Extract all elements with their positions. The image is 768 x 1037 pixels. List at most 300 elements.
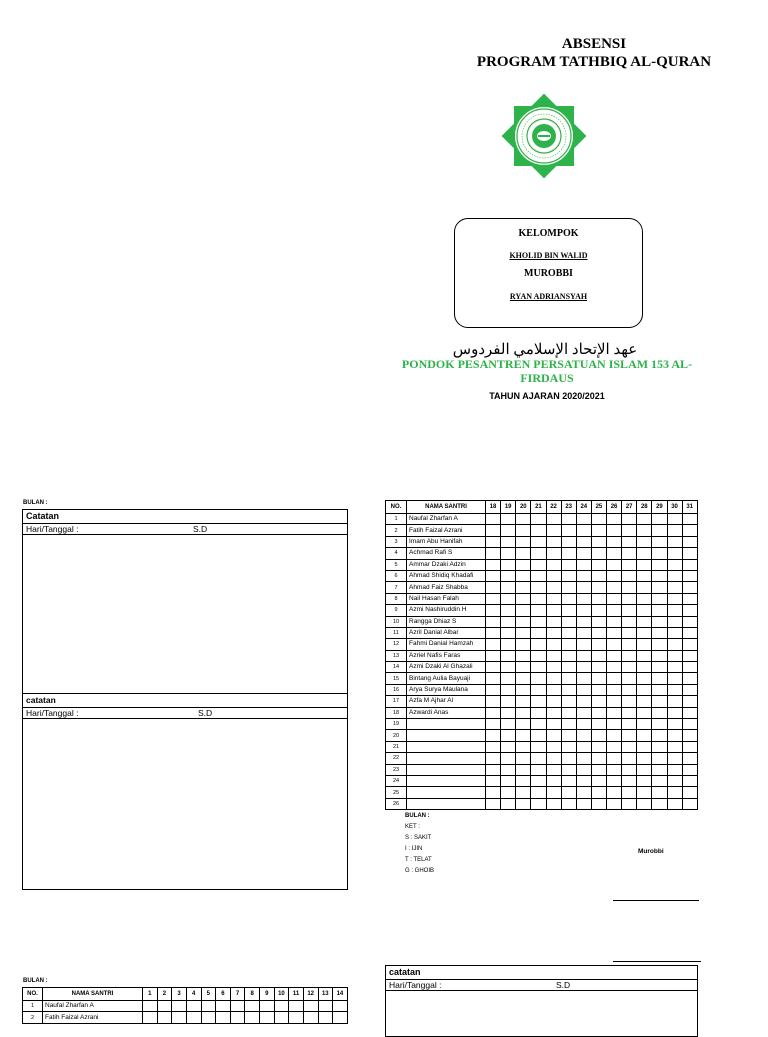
attendance-cell[interactable] xyxy=(622,559,637,570)
attendance-cell[interactable] xyxy=(591,753,606,764)
attendance-cell[interactable] xyxy=(622,662,637,673)
attendance-cell[interactable] xyxy=(682,662,697,673)
attendance-cell[interactable] xyxy=(516,662,531,673)
attendance-cell[interactable] xyxy=(591,798,606,809)
attendance-cell[interactable] xyxy=(318,1012,333,1023)
attendance-cell[interactable] xyxy=(289,1012,304,1023)
attendance-cell[interactable] xyxy=(637,514,652,525)
attendance-cell[interactable] xyxy=(622,650,637,661)
attendance-cell[interactable] xyxy=(546,753,561,764)
attendance-cell[interactable] xyxy=(637,605,652,616)
attendance-cell[interactable] xyxy=(531,719,546,730)
attendance-cell[interactable] xyxy=(531,559,546,570)
attendance-cell[interactable] xyxy=(637,570,652,581)
attendance-cell[interactable] xyxy=(622,593,637,604)
attendance-cell[interactable] xyxy=(576,559,591,570)
attendance-cell[interactable] xyxy=(501,605,516,616)
attendance-cell[interactable] xyxy=(622,684,637,695)
attendance-cell[interactable] xyxy=(516,673,531,684)
attendance-cell[interactable] xyxy=(486,787,501,798)
attendance-cell[interactable] xyxy=(516,707,531,718)
attendance-cell[interactable] xyxy=(607,605,622,616)
attendance-cell[interactable] xyxy=(667,673,682,684)
attendance-cell[interactable] xyxy=(682,570,697,581)
attendance-cell[interactable] xyxy=(501,514,516,525)
attendance-cell[interactable] xyxy=(486,627,501,638)
attendance-cell[interactable] xyxy=(561,593,576,604)
attendance-cell[interactable] xyxy=(622,719,637,730)
attendance-cell[interactable] xyxy=(682,764,697,775)
attendance-cell[interactable] xyxy=(546,684,561,695)
attendance-cell[interactable] xyxy=(546,514,561,525)
attendance-cell[interactable] xyxy=(486,548,501,559)
attendance-cell[interactable] xyxy=(576,684,591,695)
attendance-cell[interactable] xyxy=(622,605,637,616)
attendance-cell[interactable] xyxy=(516,753,531,764)
attendance-cell[interactable] xyxy=(652,798,667,809)
attendance-cell[interactable] xyxy=(682,536,697,547)
attendance-cell[interactable] xyxy=(667,684,682,695)
attendance-cell[interactable] xyxy=(576,548,591,559)
attendance-cell[interactable] xyxy=(682,696,697,707)
attendance-cell[interactable] xyxy=(682,525,697,536)
attendance-cell[interactable] xyxy=(667,570,682,581)
attendance-cell[interactable] xyxy=(682,616,697,627)
attendance-cell[interactable] xyxy=(591,627,606,638)
attendance-cell[interactable] xyxy=(501,696,516,707)
attendance-cell[interactable] xyxy=(186,1001,201,1012)
attendance-cell[interactable] xyxy=(143,1012,158,1023)
attendance-cell[interactable] xyxy=(531,753,546,764)
attendance-cell[interactable] xyxy=(637,582,652,593)
attendance-cell[interactable] xyxy=(622,775,637,786)
attendance-cell[interactable] xyxy=(667,514,682,525)
attendance-cell[interactable] xyxy=(667,536,682,547)
attendance-cell[interactable] xyxy=(561,536,576,547)
attendance-cell[interactable] xyxy=(186,1012,201,1023)
attendance-cell[interactable] xyxy=(576,536,591,547)
attendance-cell[interactable] xyxy=(591,593,606,604)
attendance-cell[interactable] xyxy=(576,798,591,809)
attendance-cell[interactable] xyxy=(516,639,531,650)
attendance-cell[interactable] xyxy=(561,730,576,741)
attendance-cell[interactable] xyxy=(576,593,591,604)
attendance-cell[interactable] xyxy=(667,650,682,661)
attendance-cell[interactable] xyxy=(561,741,576,752)
attendance-cell[interactable] xyxy=(667,775,682,786)
attendance-cell[interactable] xyxy=(637,559,652,570)
attendance-cell[interactable] xyxy=(682,514,697,525)
attendance-cell[interactable] xyxy=(274,1012,289,1023)
attendance-cell[interactable] xyxy=(486,673,501,684)
attendance-cell[interactable] xyxy=(157,1012,172,1023)
attendance-cell[interactable] xyxy=(486,536,501,547)
attendance-cell[interactable] xyxy=(516,593,531,604)
attendance-cell[interactable] xyxy=(516,775,531,786)
attendance-cell[interactable] xyxy=(531,798,546,809)
attendance-cell[interactable] xyxy=(637,696,652,707)
attendance-cell[interactable] xyxy=(667,605,682,616)
attendance-cell[interactable] xyxy=(576,639,591,650)
attendance-cell[interactable] xyxy=(516,798,531,809)
attendance-cell[interactable] xyxy=(667,548,682,559)
attendance-cell[interactable] xyxy=(546,741,561,752)
attendance-cell[interactable] xyxy=(546,559,561,570)
attendance-cell[interactable] xyxy=(531,650,546,661)
attendance-cell[interactable] xyxy=(576,719,591,730)
attendance-cell[interactable] xyxy=(591,570,606,581)
attendance-cell[interactable] xyxy=(561,707,576,718)
attendance-cell[interactable] xyxy=(607,650,622,661)
attendance-cell[interactable] xyxy=(637,730,652,741)
attendance-cell[interactable] xyxy=(546,616,561,627)
attendance-cell[interactable] xyxy=(667,582,682,593)
attendance-cell[interactable] xyxy=(501,707,516,718)
attendance-cell[interactable] xyxy=(501,719,516,730)
attendance-cell[interactable] xyxy=(516,616,531,627)
attendance-cell[interactable] xyxy=(576,696,591,707)
attendance-cell[interactable] xyxy=(546,696,561,707)
attendance-cell[interactable] xyxy=(501,650,516,661)
attendance-cell[interactable] xyxy=(637,741,652,752)
attendance-cell[interactable] xyxy=(531,639,546,650)
attendance-cell[interactable] xyxy=(576,662,591,673)
attendance-cell[interactable] xyxy=(682,605,697,616)
attendance-cell[interactable] xyxy=(486,650,501,661)
attendance-cell[interactable] xyxy=(682,559,697,570)
attendance-cell[interactable] xyxy=(576,753,591,764)
attendance-cell[interactable] xyxy=(607,753,622,764)
attendance-cell[interactable] xyxy=(501,593,516,604)
attendance-cell[interactable] xyxy=(591,605,606,616)
attendance-cell[interactable] xyxy=(637,639,652,650)
attendance-cell[interactable] xyxy=(637,787,652,798)
attendance-cell[interactable] xyxy=(531,662,546,673)
attendance-cell[interactable] xyxy=(622,753,637,764)
attendance-cell[interactable] xyxy=(143,1001,158,1012)
attendance-cell[interactable] xyxy=(516,741,531,752)
attendance-cell[interactable] xyxy=(607,673,622,684)
attendance-cell[interactable] xyxy=(682,639,697,650)
attendance-cell[interactable] xyxy=(260,1012,275,1023)
attendance-cell[interactable] xyxy=(501,536,516,547)
attendance-cell[interactable] xyxy=(682,582,697,593)
attendance-cell[interactable] xyxy=(682,730,697,741)
attendance-cell[interactable] xyxy=(333,1001,348,1012)
attendance-cell[interactable] xyxy=(667,787,682,798)
attendance-cell[interactable] xyxy=(652,639,667,650)
attendance-cell[interactable] xyxy=(561,684,576,695)
attendance-cell[interactable] xyxy=(591,616,606,627)
attendance-cell[interactable] xyxy=(531,707,546,718)
attendance-cell[interactable] xyxy=(591,559,606,570)
attendance-cell[interactable] xyxy=(667,707,682,718)
attendance-cell[interactable] xyxy=(652,787,667,798)
attendance-cell[interactable] xyxy=(561,787,576,798)
attendance-cell[interactable] xyxy=(274,1001,289,1012)
attendance-cell[interactable] xyxy=(637,764,652,775)
attendance-cell[interactable] xyxy=(501,753,516,764)
attendance-cell[interactable] xyxy=(486,662,501,673)
attendance-cell[interactable] xyxy=(561,673,576,684)
attendance-cell[interactable] xyxy=(652,764,667,775)
attendance-cell[interactable] xyxy=(607,684,622,695)
attendance-cell[interactable] xyxy=(667,593,682,604)
attendance-cell[interactable] xyxy=(637,719,652,730)
attendance-cell[interactable] xyxy=(576,514,591,525)
attendance-cell[interactable] xyxy=(622,730,637,741)
notes-area-1[interactable] xyxy=(23,535,347,694)
attendance-cell[interactable] xyxy=(501,741,516,752)
attendance-cell[interactable] xyxy=(591,787,606,798)
attendance-cell[interactable] xyxy=(637,525,652,536)
attendance-cell[interactable] xyxy=(516,536,531,547)
attendance-cell[interactable] xyxy=(682,707,697,718)
attendance-cell[interactable] xyxy=(622,514,637,525)
attendance-cell[interactable] xyxy=(260,1001,275,1012)
attendance-cell[interactable] xyxy=(546,627,561,638)
attendance-cell[interactable] xyxy=(576,673,591,684)
attendance-cell[interactable] xyxy=(652,696,667,707)
attendance-cell[interactable] xyxy=(652,605,667,616)
attendance-cell[interactable] xyxy=(682,650,697,661)
attendance-cell[interactable] xyxy=(216,1001,231,1012)
attendance-cell[interactable] xyxy=(201,1001,216,1012)
attendance-cell[interactable] xyxy=(486,593,501,604)
attendance-cell[interactable] xyxy=(576,525,591,536)
attendance-cell[interactable] xyxy=(486,730,501,741)
attendance-cell[interactable] xyxy=(486,707,501,718)
attendance-cell[interactable] xyxy=(546,775,561,786)
attendance-cell[interactable] xyxy=(682,741,697,752)
attendance-cell[interactable] xyxy=(486,764,501,775)
attendance-cell[interactable] xyxy=(667,741,682,752)
attendance-cell[interactable] xyxy=(486,775,501,786)
attendance-cell[interactable] xyxy=(576,570,591,581)
attendance-cell[interactable] xyxy=(622,548,637,559)
attendance-cell[interactable] xyxy=(682,798,697,809)
attendance-cell[interactable] xyxy=(667,627,682,638)
attendance-cell[interactable] xyxy=(667,616,682,627)
attendance-cell[interactable] xyxy=(667,719,682,730)
attendance-cell[interactable] xyxy=(333,1012,348,1023)
attendance-cell[interactable] xyxy=(531,582,546,593)
attendance-cell[interactable] xyxy=(561,798,576,809)
attendance-cell[interactable] xyxy=(486,639,501,650)
attendance-cell[interactable] xyxy=(516,548,531,559)
attendance-cell[interactable] xyxy=(576,741,591,752)
attendance-cell[interactable] xyxy=(591,525,606,536)
attendance-cell[interactable] xyxy=(652,673,667,684)
attendance-cell[interactable] xyxy=(157,1001,172,1012)
attendance-cell[interactable] xyxy=(591,696,606,707)
attendance-cell[interactable] xyxy=(245,1012,260,1023)
attendance-cell[interactable] xyxy=(667,730,682,741)
attendance-cell[interactable] xyxy=(652,775,667,786)
attendance-cell[interactable] xyxy=(652,627,667,638)
attendance-cell[interactable] xyxy=(591,730,606,741)
attendance-cell[interactable] xyxy=(682,775,697,786)
attendance-cell[interactable] xyxy=(637,662,652,673)
attendance-cell[interactable] xyxy=(561,650,576,661)
attendance-cell[interactable] xyxy=(607,764,622,775)
attendance-cell[interactable] xyxy=(607,662,622,673)
attendance-cell[interactable] xyxy=(622,764,637,775)
attendance-cell[interactable] xyxy=(531,525,546,536)
attendance-cell[interactable] xyxy=(546,525,561,536)
attendance-cell[interactable] xyxy=(531,684,546,695)
attendance-cell[interactable] xyxy=(622,673,637,684)
attendance-cell[interactable] xyxy=(516,514,531,525)
attendance-cell[interactable] xyxy=(561,548,576,559)
attendance-cell[interactable] xyxy=(576,775,591,786)
attendance-cell[interactable] xyxy=(607,514,622,525)
attendance-cell[interactable] xyxy=(682,719,697,730)
attendance-cell[interactable] xyxy=(591,548,606,559)
attendance-cell[interactable] xyxy=(622,570,637,581)
attendance-cell[interactable] xyxy=(546,570,561,581)
attendance-cell[interactable] xyxy=(546,730,561,741)
attendance-cell[interactable] xyxy=(546,548,561,559)
attendance-cell[interactable] xyxy=(501,764,516,775)
attendance-cell[interactable] xyxy=(682,753,697,764)
attendance-cell[interactable] xyxy=(516,787,531,798)
attendance-cell[interactable] xyxy=(622,798,637,809)
attendance-cell[interactable] xyxy=(667,525,682,536)
attendance-cell[interactable] xyxy=(486,582,501,593)
attendance-cell[interactable] xyxy=(607,707,622,718)
attendance-cell[interactable] xyxy=(516,650,531,661)
attendance-cell[interactable] xyxy=(486,559,501,570)
attendance-cell[interactable] xyxy=(652,662,667,673)
attendance-cell[interactable] xyxy=(546,787,561,798)
attendance-cell[interactable] xyxy=(607,775,622,786)
attendance-cell[interactable] xyxy=(561,753,576,764)
attendance-cell[interactable] xyxy=(230,1001,245,1012)
attendance-cell[interactable] xyxy=(516,719,531,730)
attendance-cell[interactable] xyxy=(546,650,561,661)
attendance-cell[interactable] xyxy=(501,582,516,593)
attendance-cell[interactable] xyxy=(561,605,576,616)
notes-area-2[interactable] xyxy=(23,719,347,879)
attendance-cell[interactable] xyxy=(652,719,667,730)
attendance-cell[interactable] xyxy=(516,696,531,707)
attendance-cell[interactable] xyxy=(501,673,516,684)
attendance-cell[interactable] xyxy=(486,696,501,707)
attendance-cell[interactable] xyxy=(682,548,697,559)
attendance-cell[interactable] xyxy=(591,741,606,752)
attendance-cell[interactable] xyxy=(531,673,546,684)
attendance-cell[interactable] xyxy=(531,536,546,547)
attendance-cell[interactable] xyxy=(576,730,591,741)
attendance-cell[interactable] xyxy=(576,605,591,616)
attendance-cell[interactable] xyxy=(546,707,561,718)
attendance-cell[interactable] xyxy=(486,741,501,752)
attendance-cell[interactable] xyxy=(591,582,606,593)
attendance-cell[interactable] xyxy=(501,559,516,570)
attendance-cell[interactable] xyxy=(607,787,622,798)
attendance-cell[interactable] xyxy=(561,514,576,525)
attendance-cell[interactable] xyxy=(637,616,652,627)
attendance-cell[interactable] xyxy=(591,639,606,650)
attendance-cell[interactable] xyxy=(501,525,516,536)
attendance-cell[interactable] xyxy=(652,753,667,764)
attendance-cell[interactable] xyxy=(516,525,531,536)
attendance-cell[interactable] xyxy=(501,548,516,559)
attendance-cell[interactable] xyxy=(637,627,652,638)
attendance-cell[interactable] xyxy=(591,673,606,684)
attendance-cell[interactable] xyxy=(637,548,652,559)
attendance-cell[interactable] xyxy=(561,616,576,627)
attendance-cell[interactable] xyxy=(607,616,622,627)
attendance-cell[interactable] xyxy=(486,525,501,536)
attendance-cell[interactable] xyxy=(607,570,622,581)
attendance-cell[interactable] xyxy=(591,536,606,547)
attendance-cell[interactable] xyxy=(201,1012,216,1023)
attendance-cell[interactable] xyxy=(501,662,516,673)
attendance-cell[interactable] xyxy=(652,650,667,661)
attendance-cell[interactable] xyxy=(561,559,576,570)
attendance-cell[interactable] xyxy=(607,741,622,752)
attendance-cell[interactable] xyxy=(501,775,516,786)
attendance-cell[interactable] xyxy=(546,673,561,684)
attendance-cell[interactable] xyxy=(652,548,667,559)
attendance-cell[interactable] xyxy=(303,1012,318,1023)
attendance-cell[interactable] xyxy=(531,764,546,775)
attendance-cell[interactable] xyxy=(607,719,622,730)
attendance-cell[interactable] xyxy=(501,570,516,581)
attendance-cell[interactable] xyxy=(501,684,516,695)
attendance-cell[interactable] xyxy=(576,787,591,798)
attendance-cell[interactable] xyxy=(531,514,546,525)
attendance-cell[interactable] xyxy=(576,616,591,627)
attendance-cell[interactable] xyxy=(516,605,531,616)
attendance-cell[interactable] xyxy=(546,764,561,775)
attendance-cell[interactable] xyxy=(667,639,682,650)
attendance-cell[interactable] xyxy=(561,764,576,775)
attendance-cell[interactable] xyxy=(591,707,606,718)
attendance-cell[interactable] xyxy=(501,787,516,798)
attendance-cell[interactable] xyxy=(501,639,516,650)
attendance-cell[interactable] xyxy=(546,582,561,593)
attendance-cell[interactable] xyxy=(576,707,591,718)
attendance-cell[interactable] xyxy=(652,525,667,536)
attendance-cell[interactable] xyxy=(303,1001,318,1012)
attendance-cell[interactable] xyxy=(531,696,546,707)
attendance-cell[interactable] xyxy=(561,662,576,673)
attendance-cell[interactable] xyxy=(486,616,501,627)
attendance-cell[interactable] xyxy=(172,1012,187,1023)
attendance-cell[interactable] xyxy=(576,650,591,661)
attendance-cell[interactable] xyxy=(230,1012,245,1023)
attendance-cell[interactable] xyxy=(531,741,546,752)
attendance-cell[interactable] xyxy=(561,525,576,536)
attendance-cell[interactable] xyxy=(531,775,546,786)
attendance-cell[interactable] xyxy=(622,696,637,707)
attendance-cell[interactable] xyxy=(607,548,622,559)
attendance-cell[interactable] xyxy=(546,719,561,730)
attendance-cell[interactable] xyxy=(607,559,622,570)
attendance-cell[interactable] xyxy=(622,582,637,593)
attendance-cell[interactable] xyxy=(546,798,561,809)
attendance-cell[interactable] xyxy=(561,627,576,638)
attendance-cell[interactable] xyxy=(546,593,561,604)
attendance-cell[interactable] xyxy=(546,662,561,673)
attendance-cell[interactable] xyxy=(607,627,622,638)
attendance-cell[interactable] xyxy=(652,559,667,570)
attendance-cell[interactable] xyxy=(501,616,516,627)
attendance-cell[interactable] xyxy=(591,662,606,673)
